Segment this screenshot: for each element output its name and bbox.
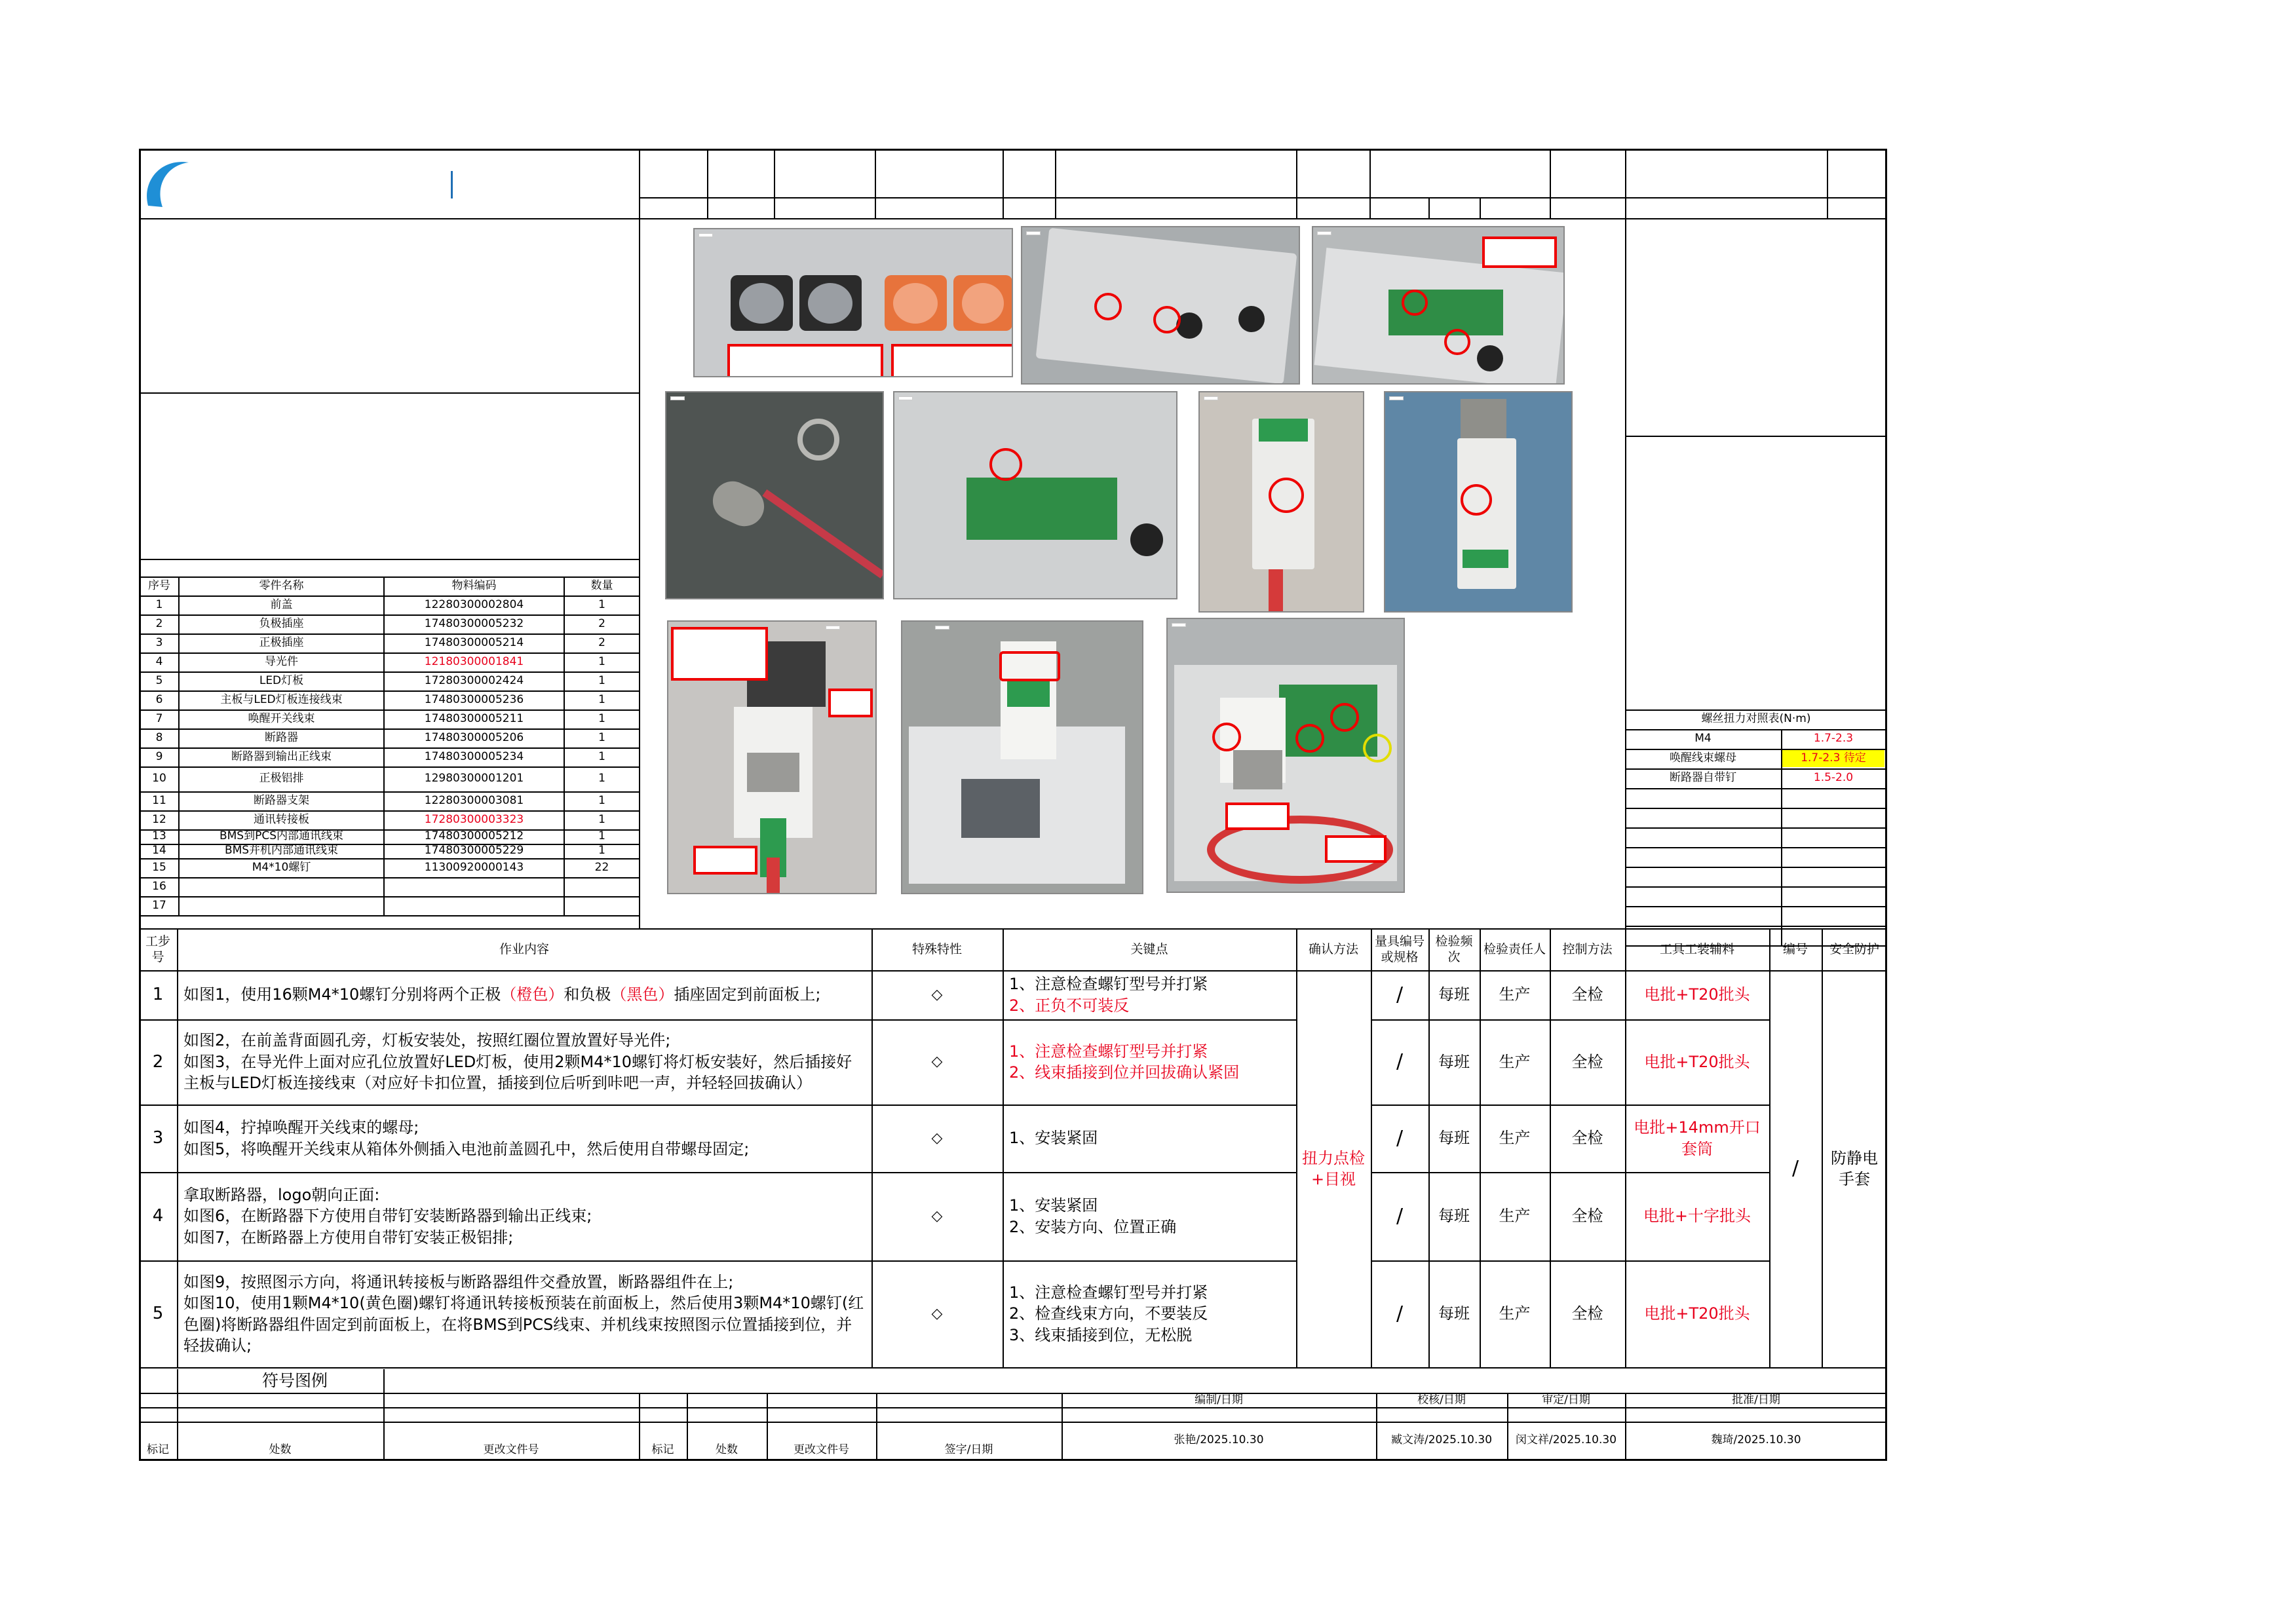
torque-rule bbox=[1625, 788, 1887, 789]
parallel-harness-label bbox=[1325, 835, 1387, 863]
step-content-line bbox=[183, 984, 820, 1005]
steps-col-rule bbox=[1428, 928, 1430, 1367]
bom-part-code: 17480300005206 bbox=[424, 730, 524, 744]
bom-part-code bbox=[385, 896, 564, 915]
header-process-name-label bbox=[1297, 150, 1369, 197]
header-project-label bbox=[708, 150, 774, 197]
torque-item-value: 1.7-2.3 bbox=[1813, 732, 1854, 746]
key-point-line: 1、注意检查螺钉型号并打紧 bbox=[1009, 975, 1208, 994]
bom-row-no: 5 bbox=[155, 673, 163, 687]
bom-row-no: 3 bbox=[155, 635, 163, 649]
bom-qty: 1 bbox=[598, 844, 605, 858]
header-product-value bbox=[876, 198, 1003, 218]
bom-qty: 2 bbox=[598, 616, 605, 630]
bom-part-name: 断路器 bbox=[265, 730, 298, 744]
torque-rule bbox=[1625, 808, 1887, 809]
header-dept-label bbox=[1430, 198, 1480, 218]
control-method: 全检 bbox=[1571, 1052, 1603, 1071]
steps-col-rule bbox=[1003, 928, 1004, 1367]
special-characteristic: ◇ bbox=[931, 1129, 943, 1146]
header-takt-label bbox=[1004, 198, 1055, 218]
header-section-label bbox=[640, 198, 707, 218]
header-file-no-value bbox=[1626, 150, 1827, 197]
header-file-no-label bbox=[1551, 150, 1625, 197]
bom-part-code: 17480300005212 bbox=[424, 829, 524, 843]
key-point-line: 2、安装方向、位置正确 bbox=[1009, 1217, 1177, 1236]
special-characteristic: ◇ bbox=[931, 1207, 943, 1224]
step-number: 4 bbox=[152, 1206, 164, 1226]
bom-qty: 1 bbox=[598, 692, 605, 706]
bom-row-no: 16 bbox=[152, 879, 166, 893]
key-point-line: 3、线束插接到位，无松脱 bbox=[1009, 1325, 1193, 1344]
u-hole-label bbox=[828, 689, 873, 717]
step-content-fragment: 和负极 bbox=[564, 985, 611, 1004]
revision-label: 标记 bbox=[651, 1443, 674, 1457]
prep-section bbox=[140, 219, 638, 392]
step-content bbox=[178, 1172, 870, 1260]
bom-row-no: 4 bbox=[155, 654, 163, 668]
bom-part-code: 12180300001841 bbox=[424, 654, 524, 668]
steps-col-rule bbox=[1769, 928, 1770, 1367]
bom-col-rule bbox=[564, 576, 565, 915]
bom-qty: 22 bbox=[594, 860, 609, 874]
steps-rule bbox=[1296, 1367, 1371, 1369]
header-process-no-value bbox=[1004, 150, 1055, 197]
bom-header: 序号 bbox=[148, 578, 170, 592]
bom-qty: 1 bbox=[598, 749, 605, 763]
bom-qty: 1 bbox=[598, 673, 605, 687]
notes-section bbox=[140, 394, 638, 557]
steps-header: 工具工装辅料 bbox=[1659, 942, 1734, 957]
confirm-method: 扭力点检+目视 bbox=[1302, 1148, 1365, 1188]
step-content-line: 如图7，在断路器上方使用自带钉安装正极铝排; bbox=[183, 1228, 514, 1247]
bom-rule bbox=[139, 915, 639, 916]
steps-header: 关键点 bbox=[1130, 942, 1168, 957]
steps-rule bbox=[1550, 1367, 1625, 1369]
torque-rule bbox=[1625, 867, 1887, 868]
key-point-line: 2、线束插接到位并回拔确认紧固 bbox=[1009, 1063, 1240, 1082]
tools: 电批+十字批头 bbox=[1643, 1207, 1751, 1226]
step-content bbox=[178, 1019, 870, 1105]
bom-row-no: 8 bbox=[155, 730, 163, 744]
gauge: / bbox=[1396, 1126, 1404, 1150]
bom-row-no: 13 bbox=[152, 829, 166, 843]
harness-position-label-2 bbox=[693, 846, 757, 875]
control-method: 全检 bbox=[1571, 1129, 1603, 1148]
bom-part-code: 17280300002424 bbox=[424, 673, 524, 687]
figure-4 bbox=[665, 391, 884, 599]
revision-label: 更改文件号 bbox=[794, 1443, 849, 1457]
steps-col-rule bbox=[1625, 928, 1626, 1367]
gauge: / bbox=[1396, 983, 1404, 1006]
steps-col-rule bbox=[1822, 928, 1823, 1367]
header-version-value bbox=[1626, 198, 1827, 218]
steps-header: 编号 bbox=[1782, 942, 1808, 957]
key-points bbox=[1004, 1260, 1295, 1367]
figure-1-label bbox=[698, 233, 713, 237]
figure-7 bbox=[1384, 391, 1573, 613]
bom-qty bbox=[565, 896, 639, 915]
torque-title: 螺丝扭力对照表(N·m) bbox=[1701, 712, 1811, 726]
steps-col-rule bbox=[1296, 928, 1297, 1367]
revision-label: 处数 bbox=[269, 1443, 292, 1457]
header-total-pages bbox=[1828, 198, 1886, 218]
steps-rule bbox=[1480, 1367, 1550, 1369]
bom-part-code: 17480300005236 bbox=[424, 692, 524, 706]
figure-10-label bbox=[1172, 623, 1186, 627]
bom-qty bbox=[565, 877, 639, 896]
tools: 电批+T20批头 bbox=[1644, 1052, 1750, 1071]
step-content-line: 如图5，将唤醒开关线束从箱体外侧插入电池前盖圆孔中，然后使用自带螺母固定; bbox=[183, 1139, 750, 1158]
torque-rule bbox=[1625, 847, 1887, 848]
bom-part-name: M4*10螺钉 bbox=[252, 860, 311, 874]
header-process-no-label bbox=[876, 150, 1003, 197]
bom-part-code: 17480300005211 bbox=[424, 711, 524, 725]
header-standard-value bbox=[1371, 198, 1428, 218]
bom-part-code: 12280300003081 bbox=[424, 793, 524, 807]
bom-row-no: 2 bbox=[155, 616, 163, 630]
step-content-line: 色圈)将断路器组件固定到前面板上，在将BMS到PCS线束、并机线束按照图示位置插接到位，并 bbox=[183, 1315, 852, 1334]
figure-8-label bbox=[826, 626, 840, 630]
step-content-line: 如图10，使用1颗M4*10(黄色圈)螺钉将通讯转接板预装在前面板上，然后使用3颗M4*10螺钉(红 bbox=[183, 1294, 864, 1313]
special-characteristic: ◇ bbox=[931, 986, 943, 1003]
torque-item-value: 1.5-2.0 bbox=[1813, 771, 1854, 785]
bom-row-no: 6 bbox=[155, 692, 163, 706]
header-version-label bbox=[1551, 198, 1625, 218]
figure-6 bbox=[1198, 391, 1364, 613]
inspection-owner: 生产 bbox=[1499, 1207, 1531, 1226]
step-content-fragment: （橙色） bbox=[501, 985, 564, 1004]
steps-header: 确认方法 bbox=[1308, 942, 1358, 957]
key-points bbox=[1004, 1172, 1295, 1260]
bom-row-no: 7 bbox=[155, 711, 163, 725]
gauge: / bbox=[1396, 1302, 1404, 1325]
control-method: 全检 bbox=[1571, 1207, 1603, 1226]
bom-qty: 1 bbox=[598, 772, 605, 785]
bom-part-name: 主板与LED灯板连接线束 bbox=[220, 692, 343, 706]
tools: 电批+14mm开口套筒 bbox=[1634, 1118, 1761, 1158]
bom-qty: 1 bbox=[598, 812, 605, 826]
steps-rule bbox=[1822, 1367, 1887, 1369]
torque-item-name: M4 bbox=[1694, 732, 1712, 746]
bom-part-name: BMS并机内部通讯线束 bbox=[224, 844, 339, 858]
torque-item-name: 断路器自带钉 bbox=[1670, 771, 1736, 785]
step-content-line: 拿取断路器，logo朝向正面: bbox=[183, 1185, 380, 1204]
key-points bbox=[1004, 970, 1295, 1019]
inspection-owner: 生产 bbox=[1499, 1052, 1531, 1071]
step-number: 1 bbox=[152, 985, 164, 1005]
control-method: 全检 bbox=[1571, 985, 1603, 1004]
bom-part-code: 17280300003323 bbox=[424, 812, 524, 826]
revision-label: 处数 bbox=[716, 1443, 738, 1457]
step-number: 5 bbox=[152, 1304, 164, 1324]
steps-header: 量具编号或规格 bbox=[1374, 934, 1425, 964]
bms-to-pcs-label bbox=[1225, 803, 1290, 830]
inspection-frequency: 每班 bbox=[1438, 1304, 1470, 1323]
revision-label: 标记 bbox=[147, 1443, 169, 1457]
steps-rule bbox=[1428, 1367, 1480, 1369]
key-point-line: 1、注意检查螺钉型号并打紧 bbox=[1009, 1283, 1208, 1302]
key-point-line: 2、正负不可装反 bbox=[1009, 996, 1130, 1015]
bom-part-code: 17480300005229 bbox=[424, 844, 524, 858]
inspection-owner: 生产 bbox=[1499, 1129, 1531, 1148]
steps-header: 特殊特性 bbox=[911, 942, 962, 957]
step-content-fragment: 如图1，使用16颗M4*10螺钉分别将两个正极 bbox=[183, 985, 501, 1004]
step-content-line: 如图9，按照图示方向，将通讯转接板与断路器组件交叠放置，断路器组件在上; bbox=[183, 1272, 734, 1291]
bom-part-name: 唤醒开关线束 bbox=[248, 711, 315, 725]
bom-part-code: 17480300005232 bbox=[424, 616, 524, 630]
revision-label: 更改文件号 bbox=[483, 1443, 539, 1457]
step-content-line: 轻拔确认; bbox=[183, 1336, 252, 1355]
header-product-label bbox=[775, 198, 875, 218]
bom-row-no: 11 bbox=[152, 793, 166, 807]
header-takt-value bbox=[1056, 198, 1296, 218]
bom-row-no: 12 bbox=[152, 812, 166, 826]
bom-col-rule bbox=[383, 576, 385, 915]
steps-header: 检验频次 bbox=[1435, 934, 1473, 964]
legend-title: 符号图例 bbox=[261, 1371, 328, 1391]
bom-part-code: 17480300005234 bbox=[424, 749, 524, 763]
bom-qty: 2 bbox=[598, 635, 605, 649]
bom-col-rule bbox=[178, 576, 180, 915]
inspection-frequency: 每班 bbox=[1438, 985, 1470, 1004]
bom-part-name: 断路器到输出正线束 bbox=[231, 749, 332, 763]
harness-position-label bbox=[1482, 236, 1557, 268]
step-content bbox=[178, 1105, 870, 1172]
bom-part-code: 17480300005214 bbox=[424, 635, 524, 649]
steps-header: 作业内容 bbox=[499, 942, 549, 957]
header-project-value bbox=[775, 150, 875, 197]
bom-qty: 1 bbox=[598, 793, 605, 807]
step-number: 3 bbox=[152, 1128, 164, 1148]
inspection-owner: 生产 bbox=[1499, 985, 1531, 1004]
key-point-line: 2、检查线束方向，不要装反 bbox=[1009, 1304, 1208, 1323]
bom-row-no: 9 bbox=[155, 749, 163, 763]
bom-row-no: 10 bbox=[152, 772, 166, 785]
bom-row-no: 1 bbox=[155, 597, 163, 611]
step-content bbox=[178, 1260, 870, 1367]
clip-note-label bbox=[671, 627, 768, 681]
step-content-line: 如图4，拧掉唤醒开关线束的螺母; bbox=[183, 1118, 419, 1137]
signature-value: 臧文涛/2025.10.30 bbox=[1390, 1433, 1493, 1447]
bom-part-name bbox=[180, 896, 383, 915]
steps-col-rule bbox=[1371, 928, 1372, 1367]
bom-header: 零件名称 bbox=[259, 578, 304, 592]
self-check-section bbox=[1628, 438, 1885, 700]
signature-header: 审定/日期 bbox=[1542, 1393, 1590, 1407]
step-content-fragment: 插座固定到前面板上; bbox=[674, 985, 821, 1004]
figure-2-label bbox=[1026, 231, 1041, 235]
steps-rule bbox=[1625, 1367, 1769, 1369]
bom-title bbox=[140, 560, 638, 576]
step-content-line: 如图3，在导光件上面对应孔位放置好LED灯板，使用2颗M4*10螺钉将灯板安装好，然后插接好 bbox=[183, 1052, 852, 1071]
steps-header: 安全防护 bbox=[1829, 942, 1879, 957]
signature-header: 编制/日期 bbox=[1195, 1393, 1243, 1407]
steps-header: 工步号 bbox=[145, 934, 170, 964]
steps-rule bbox=[139, 1367, 177, 1369]
step-number: 2 bbox=[152, 1051, 164, 1072]
figure-3-label bbox=[1317, 231, 1331, 235]
key-point-line: 1、注意检查螺钉型号并打紧 bbox=[1009, 1042, 1208, 1061]
signature-header: 校核/日期 bbox=[1417, 1393, 1466, 1407]
steps-col-rule bbox=[871, 928, 873, 1367]
figure-3 bbox=[1312, 226, 1565, 385]
figure-5 bbox=[893, 391, 1177, 599]
steps-col-rule bbox=[1480, 928, 1481, 1367]
logo bbox=[142, 151, 640, 218]
figure-9-label bbox=[935, 626, 949, 630]
bom-qty: 1 bbox=[598, 711, 605, 725]
step-content-line: 如图2，在前盖背面圆孔旁，灯板安装处，按照红圈位置放置好导光件; bbox=[183, 1031, 671, 1050]
tools: 电批+T20批头 bbox=[1644, 1304, 1750, 1323]
bom-part-name: 通讯转接板 bbox=[254, 812, 309, 826]
figure-1 bbox=[693, 228, 1013, 377]
header-standard-label bbox=[1297, 198, 1369, 218]
bom-part-name: 正极铝排 bbox=[259, 772, 304, 785]
bom-part-name bbox=[180, 877, 383, 896]
gauge: / bbox=[1396, 1204, 1404, 1228]
steps-col-rule bbox=[177, 928, 178, 1367]
bom-part-name: 负极插座 bbox=[259, 616, 304, 630]
torque-item-name: 唤醒线束螺母 bbox=[1670, 751, 1736, 765]
midea-logo-icon bbox=[142, 155, 292, 215]
figure-2 bbox=[1021, 226, 1300, 385]
negative-socket-label bbox=[727, 344, 883, 377]
step-content-fragment: （黑色） bbox=[611, 985, 674, 1004]
header-page-no bbox=[1828, 150, 1886, 197]
header-dept-value bbox=[1481, 198, 1550, 218]
tools: 电批+T20批头 bbox=[1644, 985, 1750, 1004]
steps-rule bbox=[1003, 1367, 1296, 1369]
key-point-line: 1、安装紧固 bbox=[1009, 1196, 1098, 1215]
safety-protection: 防静电手套 bbox=[1831, 1148, 1878, 1188]
figure-7-label bbox=[1389, 396, 1404, 400]
bom-part-name: 导光件 bbox=[265, 654, 298, 668]
torque-col-rule bbox=[1781, 729, 1782, 945]
inspection-frequency: 每班 bbox=[1438, 1129, 1470, 1148]
bom-part-name: 前盖 bbox=[270, 597, 293, 611]
torque-rule bbox=[1625, 906, 1887, 907]
steps-header: 控制方法 bbox=[1562, 942, 1613, 957]
bom-part-code: 11300920000143 bbox=[424, 860, 524, 874]
torque-rule bbox=[1625, 886, 1887, 888]
bom-qty: 1 bbox=[598, 829, 605, 843]
bom-row-no: 14 bbox=[152, 844, 166, 858]
control-method: 全检 bbox=[1571, 1304, 1603, 1323]
steps-header: 检验责任人 bbox=[1483, 942, 1546, 957]
bom-row-no: 17 bbox=[152, 898, 166, 912]
torque-item-value: 1.7-2.3 待定 bbox=[1782, 750, 1885, 767]
bom-part-code bbox=[385, 877, 564, 896]
bom-header: 物料编码 bbox=[451, 578, 497, 592]
bom-row-no: 15 bbox=[152, 860, 166, 874]
signature-value: 闵文祥/2025.10.30 bbox=[1515, 1433, 1617, 1447]
figure-5-label bbox=[898, 396, 913, 400]
torque-rule bbox=[1625, 926, 1887, 927]
step-content-line: 如图6，在断路器下方使用自带钉安装断路器到输出正线束; bbox=[183, 1207, 592, 1226]
step-content bbox=[178, 970, 870, 1019]
figure-6-label bbox=[1204, 396, 1218, 400]
key-point-line: 1、安装紧固 bbox=[1009, 1129, 1098, 1148]
bom-part-code: 12980300001201 bbox=[424, 772, 524, 785]
figure-10 bbox=[1166, 618, 1405, 893]
header-process-name-value bbox=[1371, 150, 1550, 197]
number-value: / bbox=[1791, 1157, 1799, 1180]
bom-part-code: 12280300002804 bbox=[424, 597, 524, 611]
figure-9 bbox=[901, 620, 1143, 894]
step-content-line: 主板与LED灯板连接线束（对应好卡扣位置，插接到位后听到咔吧一声，并轻轻回拔确认） bbox=[183, 1074, 813, 1093]
header-section-value bbox=[708, 198, 774, 218]
bom-qty: 1 bbox=[598, 597, 605, 611]
key-points bbox=[1004, 1105, 1295, 1172]
steps-rule bbox=[1371, 1367, 1428, 1369]
inspection-owner: 生产 bbox=[1499, 1304, 1531, 1323]
bom-part-name: 正极插座 bbox=[259, 635, 304, 649]
bom-part-name: LED灯板 bbox=[259, 673, 304, 687]
inspection-frequency: 每班 bbox=[1438, 1052, 1470, 1071]
signature-value: 魏琦/2025.10.30 bbox=[1711, 1433, 1801, 1447]
bom-part-name: BMS到PCS内部通讯线束 bbox=[219, 829, 344, 843]
bom-qty: 1 bbox=[598, 730, 605, 744]
gauge: / bbox=[1396, 1050, 1404, 1074]
special-characteristic: ◇ bbox=[931, 1053, 943, 1070]
signature-value: 张艳/2025.10.30 bbox=[1174, 1433, 1264, 1447]
key-points bbox=[1004, 1019, 1295, 1105]
revision-label: 签字/日期 bbox=[944, 1443, 993, 1457]
steps-rule bbox=[871, 1367, 1003, 1369]
steps-col-rule bbox=[1550, 928, 1551, 1367]
bom-part-name: 断路器支架 bbox=[254, 793, 309, 807]
torque-rule bbox=[1625, 827, 1887, 829]
special-characteristic: ◇ bbox=[931, 1305, 943, 1322]
bom-header: 数量 bbox=[590, 578, 613, 592]
steps-rule bbox=[1769, 1367, 1822, 1369]
positive-socket-label bbox=[891, 344, 1013, 377]
steps-rule bbox=[177, 1367, 871, 1369]
inspection-frequency: 每班 bbox=[1438, 1207, 1470, 1226]
signature-header: 批准/日期 bbox=[1732, 1393, 1780, 1407]
figure-8 bbox=[667, 620, 877, 894]
header-doc-type bbox=[640, 150, 707, 197]
bom-qty: 1 bbox=[598, 654, 605, 668]
mutual-check-label bbox=[1626, 219, 1886, 239]
figure-4-label bbox=[670, 396, 685, 400]
